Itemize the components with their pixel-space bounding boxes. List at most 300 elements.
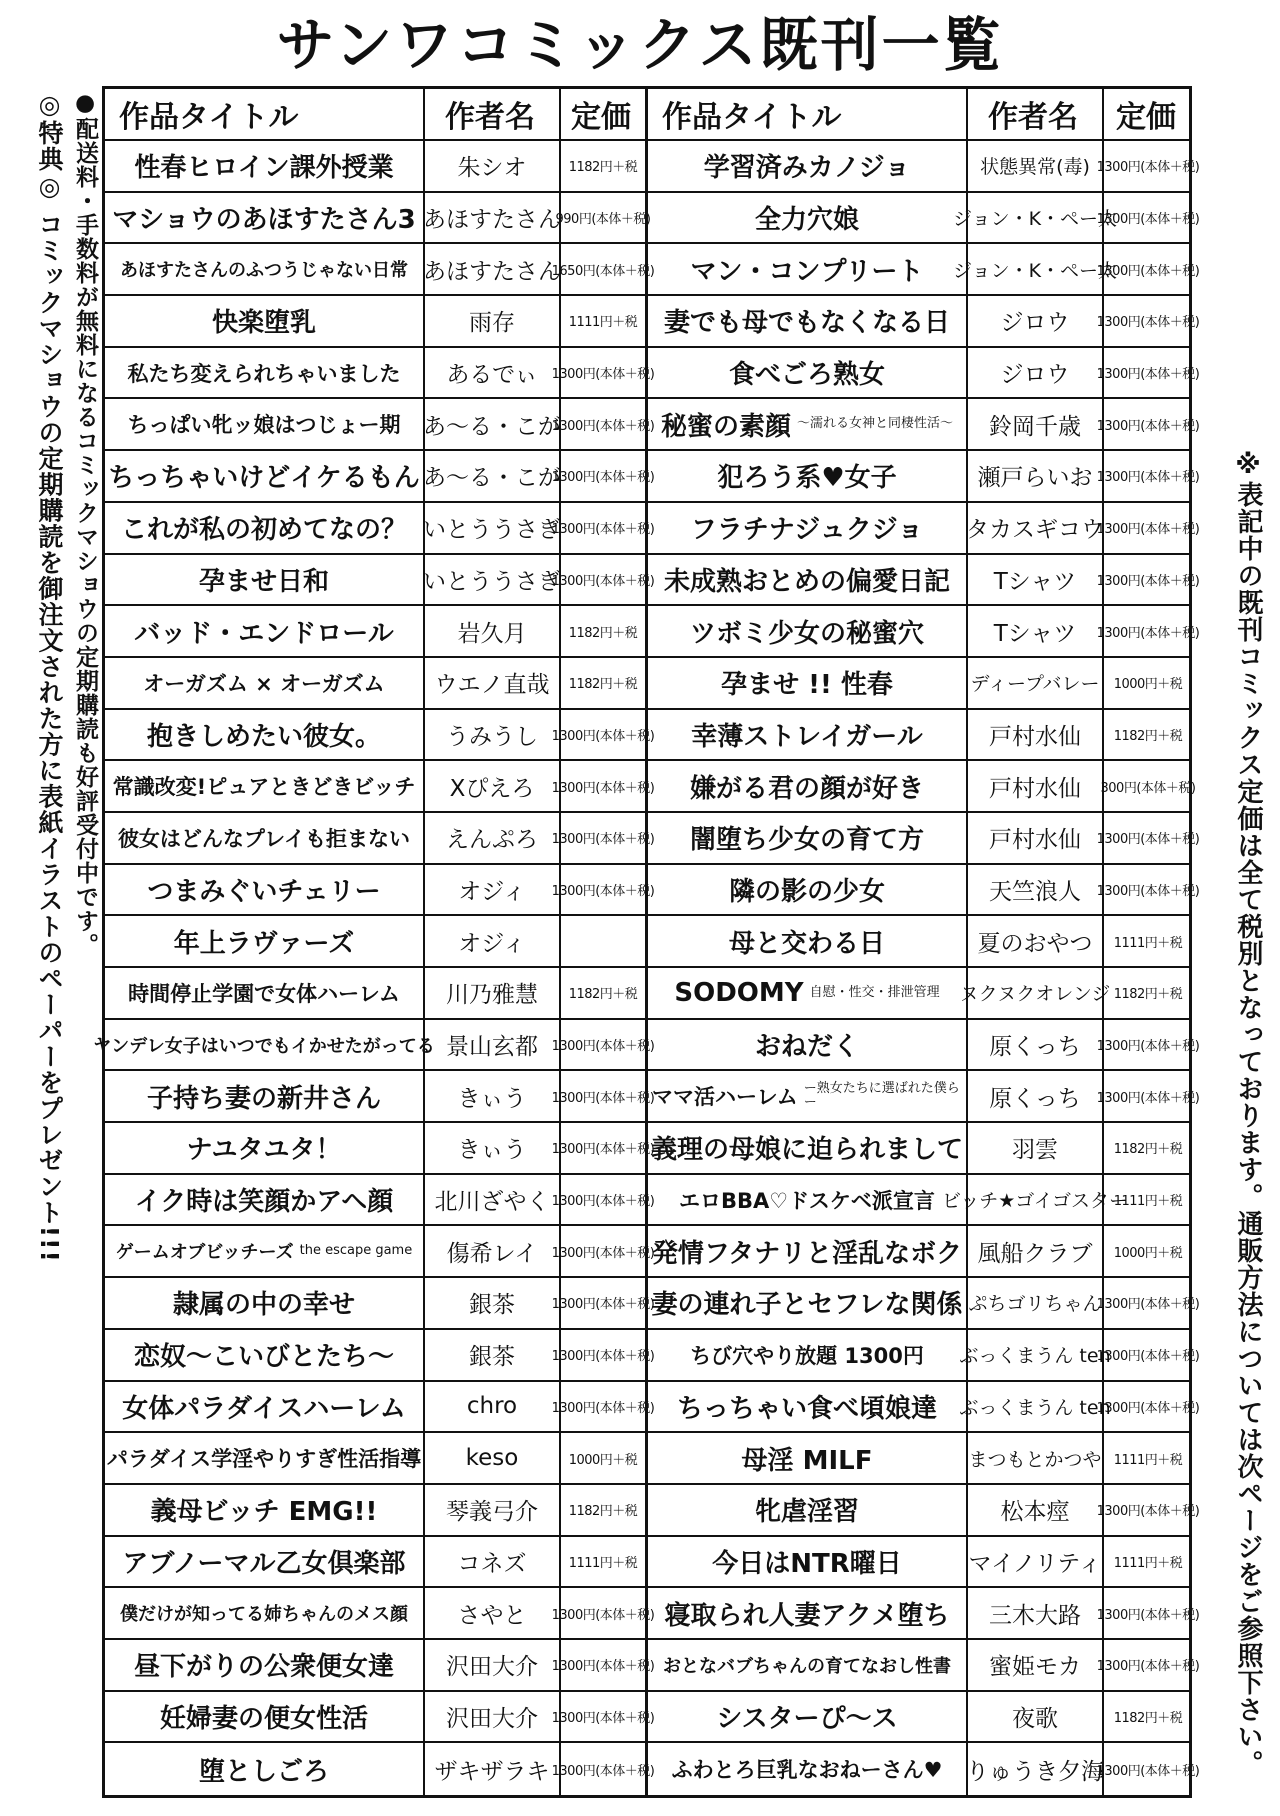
row-title-cell: [648, 244, 968, 296]
row-author-cell: [425, 1226, 561, 1278]
price: 1182円＋税: [568, 677, 638, 693]
row-title-cell: [105, 1330, 425, 1382]
row-price-cell: [1104, 916, 1192, 968]
header-title: 作品タイトル: [648, 89, 968, 141]
book-title: 義理の母娘に迫られまして: [651, 1135, 964, 1166]
row-author-cell: [425, 761, 561, 813]
row-price-cell: [1104, 710, 1192, 762]
price: 1300円(本体＋税): [1096, 1349, 1200, 1365]
row-author-cell: [959, 1330, 1111, 1382]
row-price-cell: [1096, 1278, 1200, 1330]
book-title: イク時は笑顔かアヘ顔: [134, 1187, 394, 1218]
row-title-cell: [648, 1692, 968, 1744]
book-title: 牝虐淫習: [754, 1497, 859, 1528]
price: 1300円(本体＋税): [1096, 522, 1200, 538]
header-price: 定価: [561, 89, 645, 141]
author-name: 羽雲: [1012, 1137, 1058, 1164]
row-author-cell: [968, 1588, 1104, 1640]
row-price-cell: [1096, 451, 1200, 503]
row-price-cell: [561, 606, 645, 658]
author-name: ぶっくまうん ten: [959, 1396, 1111, 1419]
price: 1300円(本体＋税): [551, 1349, 655, 1365]
book-title: 性春ヒロイン課外授業: [134, 153, 394, 184]
author-name: 瀬戸らいお: [977, 465, 1093, 492]
price: 1300円(本体＋税): [1096, 1504, 1200, 1520]
row-author-cell: [425, 1485, 561, 1537]
row-price-cell: [1096, 1485, 1200, 1537]
author-name: 北川ざやく: [434, 1189, 550, 1216]
price: 1111円＋税: [568, 1555, 638, 1571]
row-price-cell: [555, 193, 651, 245]
price: 1300円(本体＋税): [1096, 367, 1200, 383]
row-price-cell: [1104, 658, 1192, 710]
row-author-cell: [425, 1640, 561, 1692]
row-price-cell: [1104, 968, 1192, 1020]
row-price-cell: [551, 1743, 655, 1795]
row-author-cell: [952, 193, 1118, 245]
book-title: 私たち変えられちゃいました: [127, 361, 401, 386]
row-title-cell: [105, 1175, 425, 1227]
book-subtitle: the escape game: [299, 1243, 413, 1259]
row-author-cell: [425, 606, 561, 658]
row-title-cell: [648, 658, 968, 710]
row-price-cell: [551, 1175, 655, 1227]
price: 1300円(本体＋税): [1096, 1607, 1200, 1623]
page-title: サンワコミックス既刊一覧: [276, 11, 1004, 79]
price: 300円(本体＋税): [1100, 780, 1196, 796]
row-price-cell: [1096, 399, 1200, 451]
author-name: ザキザラキ: [434, 1758, 550, 1785]
book-subtitle: ー熟女たちに選ばれた僕らー: [803, 1081, 960, 1111]
row-price-cell: [551, 348, 655, 400]
author-name: ヌクヌクオレンジ: [959, 983, 1111, 1006]
price: 1300円(本体＋税): [551, 1400, 655, 1416]
price: 1111円＋税: [1113, 935, 1183, 951]
row-author-cell: [968, 865, 1104, 917]
price: 1300円(本体＋税): [551, 780, 655, 796]
row-author-cell: [425, 1382, 561, 1434]
row-title-cell: [648, 296, 968, 348]
row-price-cell: [1096, 555, 1200, 607]
row-title-cell: [105, 1537, 425, 1589]
book-title: エロBBA♡ドスケベ派宣言: [679, 1188, 935, 1213]
book-title: 義母ビッチ EMG!!: [150, 1497, 378, 1528]
row-author-cell: [968, 1020, 1104, 1072]
row-title-cell: [105, 451, 425, 503]
book-title: 未成熟おとめの偏愛日記: [663, 566, 950, 597]
row-author-cell: [968, 1743, 1104, 1795]
row-title-cell: [648, 916, 968, 968]
book-title: 孕ませ日和: [198, 566, 329, 597]
book-title: ふわとろ巨乳なおねーさん♥: [671, 1758, 943, 1783]
price: 1300円(本体＋税): [1096, 212, 1200, 228]
author-name: いとううさぎ: [423, 568, 561, 595]
row-title-cell: [105, 916, 425, 968]
row-price-cell: [1096, 813, 1200, 865]
row-title-cell: [648, 1485, 968, 1537]
author-name: さやと: [457, 1602, 527, 1629]
book-title: おとなバブちゃんの育てなおし性書: [663, 1655, 951, 1677]
book-title: 秘蜜の素顔: [660, 411, 791, 442]
row-price-cell: [551, 1226, 655, 1278]
row-author-cell: [968, 296, 1104, 348]
row-title-cell: [105, 968, 425, 1020]
author-name: 松本痙: [1000, 1499, 1070, 1526]
author-name: まつもとかつや: [968, 1448, 1102, 1471]
author-name: えんぷろ: [446, 827, 538, 854]
price: 1000円＋税: [1113, 1245, 1183, 1261]
row-price-cell: [1104, 1537, 1192, 1589]
price: 1300円(本体＋税): [551, 1039, 655, 1055]
row-title-cell: [648, 555, 968, 607]
row-author-cell: [942, 1175, 1128, 1227]
price: 1300円(本体＋税): [551, 1297, 655, 1313]
row-title-cell: [648, 503, 968, 555]
book-title: 子持ち妻の新井さん: [146, 1083, 381, 1114]
row-price-cell: [1096, 141, 1200, 193]
row-author-cell: [968, 1226, 1104, 1278]
row-author-cell: [425, 1020, 561, 1072]
price: 1182円＋税: [568, 1504, 638, 1520]
author-name: 原くっち: [989, 1085, 1081, 1112]
side-note-price-notice: ※表記中の既刊コミックス定価は全て税別となっております。通販方法については次ページをご参照下さい。: [1233, 450, 1263, 1777]
row-price-cell: [1096, 1588, 1200, 1640]
row-author-cell: [425, 451, 561, 503]
row-author-cell: [425, 1537, 561, 1589]
row-price-cell: [1096, 1330, 1200, 1382]
book-title: マショウのあほすたさん3: [112, 205, 416, 236]
row-price-cell: [551, 1123, 655, 1175]
header-title: 作品タイトル: [105, 89, 425, 141]
row-price-cell: [1096, 1640, 1200, 1692]
row-author-cell: [425, 1743, 561, 1795]
author-name: Tシャツ: [993, 568, 1077, 595]
row-title-cell: [648, 1537, 968, 1589]
row-author-cell: [425, 710, 561, 762]
book-title: ナユタユタ！: [186, 1135, 342, 1166]
row-price-cell: [551, 1020, 655, 1072]
book-title: 妻の連れ子とセフレな関係: [651, 1290, 963, 1321]
row-author-cell: [425, 1588, 561, 1640]
author-name: あほすたさん: [423, 207, 561, 234]
row-price-cell: [551, 813, 655, 865]
row-price-cell: [561, 1433, 645, 1485]
row-author-cell: [968, 1071, 1104, 1123]
row-title-cell: [648, 968, 968, 1020]
price: 1182円＋税: [1113, 728, 1183, 744]
row-price-cell: [1096, 1743, 1200, 1795]
row-price-cell: [551, 1692, 655, 1744]
price: 1300円(本体＋税): [1096, 883, 1200, 899]
book-title: 恋奴～こいびとたち～: [133, 1342, 394, 1373]
row-title-cell: [105, 761, 425, 813]
price: 1300円(本体＋税): [551, 522, 655, 538]
row-title-cell: [648, 399, 968, 451]
author-name: 川乃雅慧: [446, 982, 538, 1009]
price: 1300円(本体＋税): [1096, 315, 1200, 331]
row-price-cell: [561, 916, 645, 968]
author-name: 鈴岡千歳: [989, 413, 1081, 440]
book-title: バッド・エンドロール: [134, 618, 394, 649]
row-author-cell: [968, 1123, 1104, 1175]
row-title-cell: [105, 1692, 425, 1744]
author-name: 雨存: [469, 310, 515, 337]
book-title: マン・コンプリート: [690, 256, 924, 287]
row-price-cell: [561, 1537, 645, 1589]
row-price-cell: [561, 658, 645, 710]
author-name: 蜜姫モカ: [989, 1654, 1081, 1681]
price: 1300円(本体＋税): [551, 883, 655, 899]
price: 1000円＋税: [1113, 677, 1183, 693]
row-title-cell: [105, 1433, 425, 1485]
row-title-cell: [105, 1382, 425, 1434]
price: 1300円(本体＋税): [1096, 573, 1200, 589]
price: 1111円＋税: [1113, 1452, 1183, 1468]
book-title: 隣の影の少女: [728, 876, 885, 907]
book-title: 発情フタナリと淫乱なボク: [651, 1238, 963, 1269]
author-name: 傷希レイ: [446, 1240, 538, 1267]
author-name: きぃう: [457, 1137, 527, 1164]
row-author-cell: [959, 1382, 1111, 1434]
author-name: 景山玄都: [446, 1034, 538, 1061]
row-price-cell: [1096, 1382, 1200, 1434]
book-title: あほすたさんのふつうじゃない日常: [120, 260, 408, 282]
author-name: オジィ: [458, 930, 526, 957]
author-name: 天竺浪人: [989, 878, 1081, 905]
price: 1300円(本体＋税): [1096, 263, 1200, 279]
book-title: シスターぴ～ス: [716, 1703, 898, 1734]
row-price-cell: [1096, 503, 1200, 555]
row-author-cell: [425, 141, 561, 193]
row-title-cell: [105, 1588, 425, 1640]
author-name: 夜歌: [1012, 1705, 1058, 1732]
price: 1300円(本体＋税): [1096, 1400, 1200, 1416]
row-price-cell: [1096, 865, 1200, 917]
row-author-cell: [968, 451, 1104, 503]
author-name: うみうし: [446, 723, 538, 750]
price: 1300円(本体＋税): [1096, 1763, 1200, 1779]
book-title: アブノーマル乙女倶楽部: [122, 1548, 406, 1579]
row-price-cell: [1096, 348, 1200, 400]
row-author-cell: [425, 916, 561, 968]
row-title-cell: [105, 1640, 425, 1692]
row-author-cell: [425, 1692, 561, 1744]
row-price-cell: [1104, 1123, 1192, 1175]
book-title: 昼下がりの公衆便女達: [133, 1652, 394, 1683]
book-title: 幸薄ストレイガール: [691, 721, 923, 752]
price: 1300円(本体＋税): [551, 1763, 655, 1779]
row-price-cell: [551, 1640, 655, 1692]
row-author-cell: [425, 555, 561, 607]
author-name: ジョン・K・ペー太: [952, 208, 1118, 231]
row-price-cell: [551, 710, 655, 762]
book-title: 学習済みカノジョ: [703, 153, 911, 184]
price: 1300円(本体＋税): [551, 1245, 655, 1261]
row-title-cell: [105, 1278, 425, 1330]
row-title-cell: [648, 193, 968, 245]
author-name: 銀茶: [469, 1344, 515, 1371]
price: 1182円＋税: [568, 160, 638, 176]
book-title: 今日はNTR曜日: [712, 1548, 902, 1579]
book-title: ママ活ハーレム: [652, 1085, 798, 1110]
row-author-cell: [968, 503, 1104, 555]
price: 1300円(本体＋税): [1096, 832, 1200, 848]
row-price-cell: [551, 1382, 655, 1434]
book-title: フラチナジュクジョ: [690, 515, 924, 546]
price: 1300円(本体＋税): [1096, 1090, 1200, 1106]
row-title-cell: [105, 1743, 425, 1795]
author-name: ぷちゴリちゃん: [968, 1293, 1102, 1316]
price: 1300円(本体＋税): [1096, 160, 1200, 176]
book-title: 堕としごろ: [198, 1756, 329, 1787]
row-title-cell: [648, 1278, 968, 1330]
row-title-cell: [105, 606, 425, 658]
book-title: 全力穴娘: [754, 205, 859, 236]
book-title: 母と交わる日: [728, 928, 885, 959]
book-title: パラダイス学淫やりすぎ性活指導: [106, 1447, 422, 1472]
author-name: 朱シオ: [457, 155, 527, 182]
price: 1182円＋税: [1113, 987, 1183, 1003]
row-author-cell: [425, 1433, 561, 1485]
row-title-cell: [105, 141, 425, 193]
row-title-cell: [105, 658, 425, 710]
author-name: chro: [466, 1393, 518, 1420]
price: 1300円(本体＋税): [1096, 625, 1200, 641]
row-author-cell: [425, 1123, 561, 1175]
price: 1300円(本体＋税): [551, 728, 655, 744]
row-author-cell: [425, 193, 561, 245]
price: 1300円(本体＋税): [1096, 1297, 1200, 1313]
row-author-cell: [968, 141, 1104, 193]
author-name: あほすたさん: [423, 258, 561, 285]
row-title-cell: [105, 555, 425, 607]
book-title: 孕ませ !! 性春: [721, 670, 893, 701]
row-author-cell: [968, 658, 1104, 710]
row-title-cell: [105, 193, 425, 245]
book-title: 常識改変!ピュアときどきビッチ: [112, 775, 416, 800]
row-price-cell: [551, 503, 655, 555]
row-title-cell: [105, 1123, 425, 1175]
row-price-cell: [1104, 1175, 1192, 1227]
book-title: ちっちゃい食べ頃娘達: [676, 1393, 937, 1424]
book-title: ちび穴やり放題 1300円: [690, 1343, 924, 1368]
row-title-cell: [105, 1485, 425, 1537]
author-name: ディープバレー: [970, 673, 1100, 696]
book-title: 快楽堕乳: [211, 308, 316, 339]
price: 1300円(本体＋税): [551, 367, 655, 383]
author-name: あ～る・こが: [423, 465, 561, 492]
book-title: 嫌がる君の顔が好き: [689, 773, 924, 804]
price: 1111円＋税: [568, 315, 638, 331]
price: 1300円(本体＋税): [1096, 470, 1200, 486]
author-name: タカスギコウ: [966, 517, 1104, 544]
table-left-half: [93, 89, 655, 1795]
row-price-cell: [1104, 1226, 1192, 1278]
row-title-cell: [648, 865, 968, 917]
author-name: ジロウ: [1000, 310, 1070, 337]
header-price: 定価: [1104, 89, 1192, 141]
row-price-cell: [1096, 1071, 1200, 1123]
book-title: 時間停止学園で女体ハーレム: [128, 981, 400, 1006]
author-name: コネズ: [457, 1550, 527, 1577]
row-author-cell: [968, 916, 1104, 968]
author-name: ぶっくまうん ten: [959, 1345, 1111, 1368]
row-price-cell: [1096, 244, 1200, 296]
author-name: ビッチ★ゴイゴスター: [942, 1190, 1128, 1213]
row-price-cell: [1104, 1433, 1192, 1485]
author-name: 琴義弓介: [446, 1499, 538, 1526]
price: 1111円＋税: [1113, 1194, 1183, 1210]
book-title: 抱きしめたい彼女。: [146, 721, 381, 752]
row-price-cell: [1096, 606, 1200, 658]
price: 1300円(本体＋税): [551, 1710, 655, 1726]
row-author-cell: [425, 1175, 561, 1227]
row-author-cell: [425, 658, 561, 710]
price: 1300円(本体＋税): [1096, 1039, 1200, 1055]
book-title: 隷属の中の幸せ: [172, 1290, 355, 1321]
row-author-cell: [425, 348, 561, 400]
price: 1300円(本体＋税): [551, 1607, 655, 1623]
book-title: 僕だけが知ってる姉ちゃんのメス顔: [120, 1604, 408, 1626]
row-author-cell: [968, 348, 1104, 400]
row-price-cell: [551, 555, 655, 607]
author-name: 戸村水仙: [989, 827, 1081, 854]
row-author-cell: [968, 1278, 1104, 1330]
price: 1300円(本体＋税): [551, 1090, 655, 1106]
row-author-cell: [425, 296, 561, 348]
row-title-cell: [648, 1640, 968, 1692]
row-price-cell: [551, 1330, 655, 1382]
row-author-cell: [425, 1071, 561, 1123]
author-name: keso: [465, 1445, 519, 1472]
author-name: ジョン・K・ペー太: [952, 259, 1118, 282]
row-price-cell: [1096, 193, 1200, 245]
row-author-cell: [968, 555, 1104, 607]
row-author-cell: [952, 244, 1118, 296]
row-price-cell: [551, 451, 655, 503]
row-author-cell: [968, 399, 1104, 451]
author-name: マイノリティ: [968, 1550, 1102, 1577]
price: 1650円(本体＋税): [551, 263, 655, 279]
row-price-cell: [1096, 1020, 1200, 1072]
row-price-cell: [551, 399, 655, 451]
row-title-cell: [648, 1588, 968, 1640]
row-author-cell: [425, 503, 561, 555]
book-title: SODOMY: [674, 977, 804, 1008]
row-title-cell: [648, 1382, 968, 1434]
book-title: 妻でも母でもなくなる日: [663, 308, 950, 339]
book-title: 食べごろ熟女: [728, 360, 885, 391]
price: 1300円(本体＋税): [551, 470, 655, 486]
table-right-half: [648, 89, 1200, 1795]
row-title-cell: [648, 1123, 968, 1175]
row-price-cell: [561, 1485, 645, 1537]
row-title-cell: [105, 813, 425, 865]
row-author-cell: [968, 761, 1104, 813]
price: 1182円＋税: [568, 987, 638, 1003]
row-author-cell: [968, 1640, 1104, 1692]
row-author-cell: [968, 606, 1104, 658]
row-author-cell: [425, 244, 561, 296]
row-author-cell: [968, 710, 1104, 762]
book-title: おねだく: [754, 1032, 859, 1063]
row-title-cell: [648, 1743, 968, 1795]
row-title-cell: [648, 813, 968, 865]
row-title-cell: [105, 710, 425, 762]
price: 1111円＋税: [1113, 1555, 1183, 1571]
row-title-cell: [105, 244, 425, 296]
price: 1300円(本体＋税): [551, 1659, 655, 1675]
